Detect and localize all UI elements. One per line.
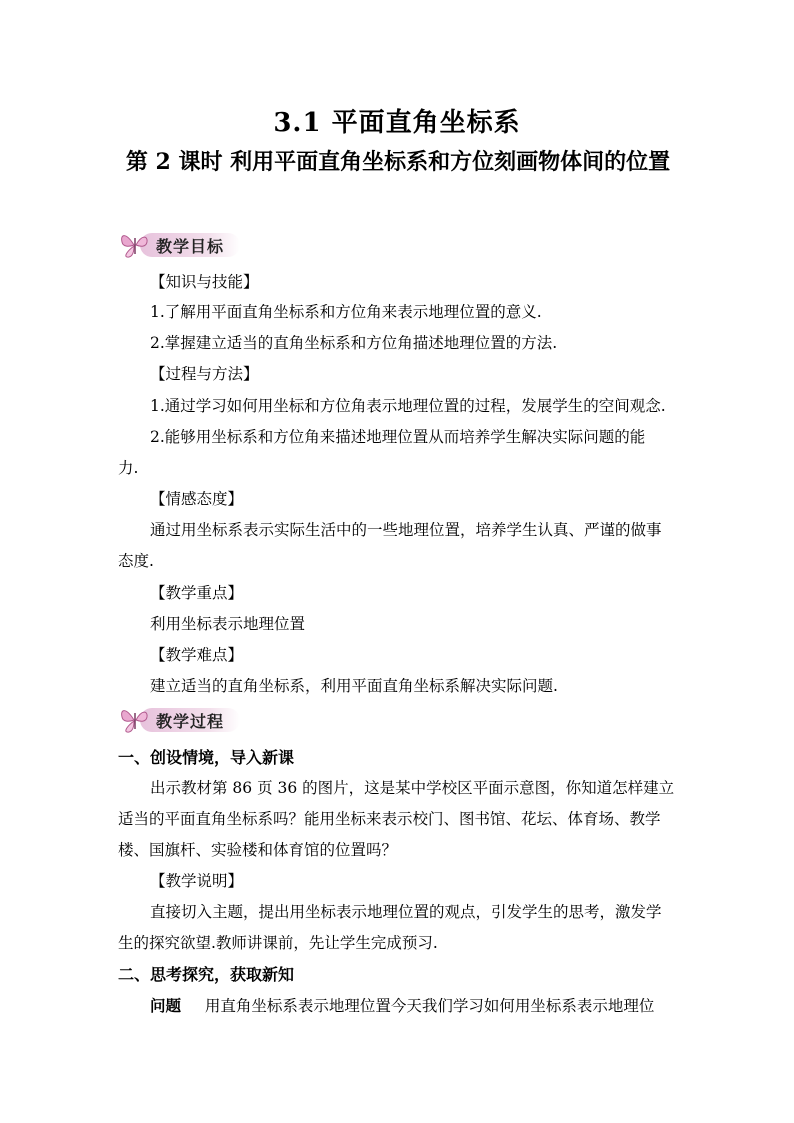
section-1-text-3: 楼、国旗杆、实验楼和体育馆的位置吗？	[118, 841, 398, 859]
knowledge-item-1: 1.了解用平面直角坐标系和方位角来表示地理位置的意义.	[150, 303, 542, 321]
section-1-text-2: 适当的平面直角坐标系吗？能用坐标来表示校门、图书馆、花坛、体育场、教学	[118, 810, 661, 828]
section-1-text-1: 出示教材第 86 页 36 的图片，这是某中学校区平面示意图，你知道怎样建立	[150, 779, 675, 797]
process-heading: 【过程与方法】	[150, 365, 259, 383]
question-text: 用直角坐标系表示地理位置今天我们学习如何用坐标系表示地理位	[204, 997, 655, 1015]
process-item-2-cont: 力.	[118, 459, 139, 477]
section-2-heading: 二、思考探究，获取新知	[118, 965, 295, 984]
page-subtitle: 第 2 课时 利用平面直角坐标系和方位刻画物体间的位置	[125, 149, 671, 175]
page-title: 3.1 平面直角坐标系	[273, 108, 521, 138]
section-banner-process	[118, 705, 278, 735]
focus-heading: 【教学重点】	[150, 584, 244, 602]
process-item-1: 1.通过学习如何用坐标和方位角表示地理位置的过程，发展学生的空间观念.	[150, 397, 666, 415]
knowledge-heading: 【知识与技能】	[150, 273, 259, 291]
banner-label: 教学目标	[156, 237, 225, 256]
section-1-heading: 一、创设情境，导入新课	[118, 748, 295, 767]
section-banner-goals	[118, 230, 278, 260]
question-line	[150, 994, 654, 1016]
focus-text: 利用坐标表示地理位置	[150, 615, 306, 633]
banner-label: 教学过程	[156, 712, 225, 731]
note-heading: 【教学说明】	[150, 872, 244, 890]
emotion-heading: 【情感态度】	[150, 490, 244, 508]
process-item-2: 2.能够用坐标系和方位角来描述地理位置从而培养学生解决实际问题的能	[150, 428, 646, 446]
question-label: 问题	[150, 996, 182, 1015]
note-text-1: 直接切入主题，提出用坐标表示地理位置的观点，引发学生的思考，激发学	[150, 903, 662, 921]
butterfly-icon	[118, 705, 152, 735]
difficulty-text: 建立适当的直角坐标系，利用平面直角坐标系解决实际问题.	[150, 677, 558, 695]
note-text-2: 生的探究欲望.教师讲课前，先让学生完成预习.	[118, 934, 438, 952]
knowledge-item-2: 2.掌握建立适当的直角坐标系和方位角描述地理位置的方法.	[150, 334, 558, 352]
difficulty-heading: 【教学难点】	[150, 646, 244, 664]
butterfly-icon	[118, 230, 152, 260]
emotion-item-cont: 态度.	[118, 552, 154, 570]
emotion-item: 通过用坐标系表示实际生活中的一些地理位置，培养学生认真、严谨的做事	[150, 521, 662, 539]
